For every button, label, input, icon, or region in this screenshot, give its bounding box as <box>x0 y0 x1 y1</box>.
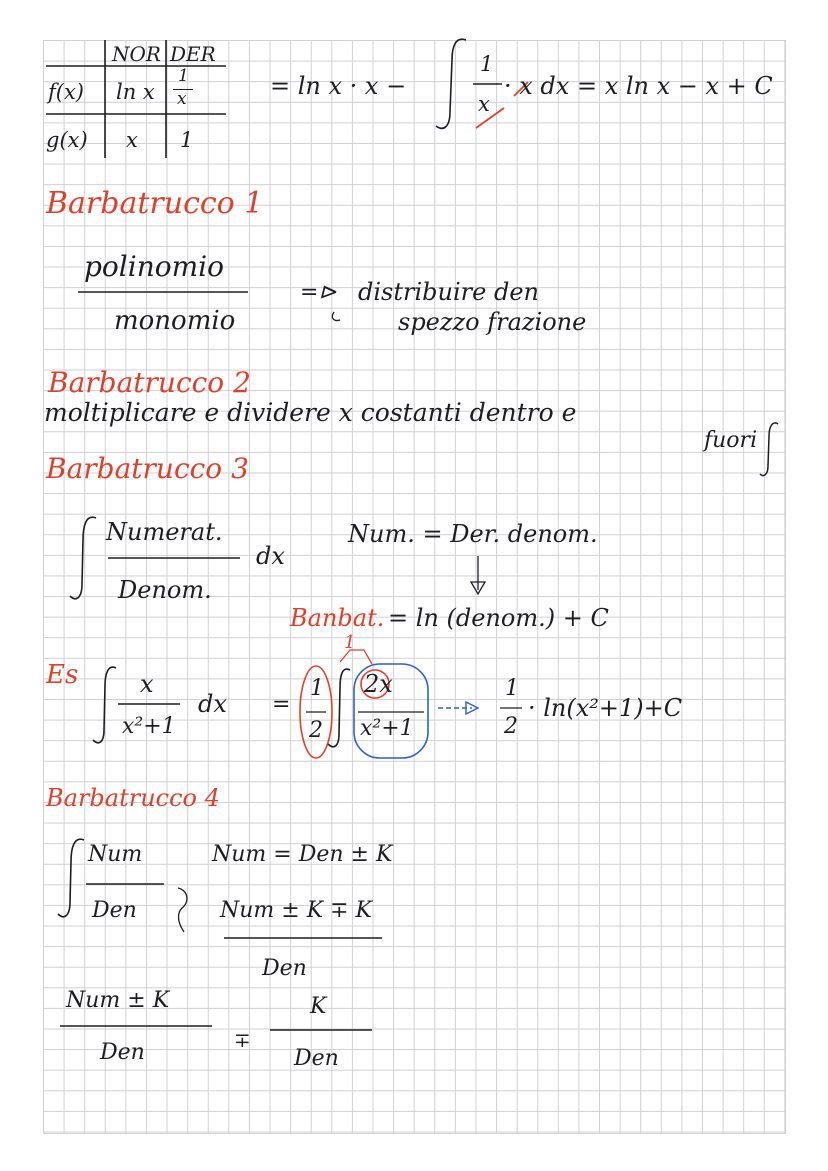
table-header-der: DER <box>170 42 216 66</box>
table-header-nor: NOR <box>112 42 161 66</box>
trick4-title: Barbatrucco 4 <box>46 784 220 812</box>
example-equals: = <box>272 692 291 717</box>
trick4-split1-num: Num ± K <box>66 988 170 1013</box>
table-f-label: f(x) <box>48 80 85 104</box>
trick3-banbat: Banbat. <box>290 604 385 632</box>
example-den: x²+1 <box>122 714 176 739</box>
trick2-text: moltiplicare e dividere x costanti dentro e <box>44 398 577 427</box>
trick4-rewrite-den: Den <box>262 956 307 981</box>
example-res-den: 2 <box>504 714 518 739</box>
example-result: · ln(x²+1)+C <box>528 694 683 722</box>
trick4-rewrite-num: Num ± K ∓ K <box>220 898 372 923</box>
trick3-title: Barbatrucco 3 <box>46 452 249 485</box>
trick4-op: ∓ <box>234 1028 251 1052</box>
table-f-der-num: 1 <box>178 66 189 86</box>
table-g-label: g(x) <box>46 128 88 152</box>
parts-formula-rhs: · x dx = x ln x − x + C <box>504 72 773 100</box>
example-factor-num: 1 <box>310 676 324 701</box>
trick1-denominator: monomio <box>114 306 236 336</box>
trick1-title: Barbatrucco 1 <box>46 186 264 221</box>
example-res-num: 1 <box>505 676 519 701</box>
trick4-split2-num: K <box>310 994 327 1019</box>
trick3-dx: dx <box>256 542 285 570</box>
parts-frac-den: x <box>478 92 490 116</box>
trick3-condition: Num. = Der. denom. <box>348 520 598 548</box>
example-inner-num: 2x <box>364 670 393 698</box>
trick4-num: Num <box>88 842 143 867</box>
trick3-denominator: Denom. <box>118 576 212 604</box>
trick2-title: Barbatrucco 2 <box>48 366 251 399</box>
parts-formula-lhs: = ln x · x − <box>270 72 407 100</box>
parts-frac-num: 1 <box>480 52 494 76</box>
table-f-nor: ln x <box>116 80 155 104</box>
trick3-result: = ln (denom.) + C <box>388 604 609 632</box>
example-label: Es <box>46 660 79 690</box>
integral-sign <box>436 39 466 128</box>
trick3-numerator: Numerat. <box>106 518 223 546</box>
table-f-der-den: x <box>177 89 187 109</box>
trick4-split1-den: Den <box>100 1040 145 1065</box>
integral-sign <box>760 423 778 476</box>
integral-sign <box>70 517 96 598</box>
example-inner-den: x²+1 <box>360 716 414 741</box>
integral-sign <box>93 667 116 743</box>
table-g-der: 1 <box>180 128 194 152</box>
trick1-numerator: polinomio <box>84 250 224 283</box>
integral-sign <box>58 839 84 916</box>
trick4-condition: Num = Den ± K <box>212 842 393 867</box>
trick1-arrow: =⊳ <box>300 280 337 305</box>
trick4-den: Den <box>92 898 137 923</box>
trick1-line1: distribuire den <box>358 278 539 306</box>
trick4-split2-den: Den <box>294 1046 339 1071</box>
trick2-text2: fuori <box>704 428 758 453</box>
table-g-nor: x <box>126 128 138 152</box>
example-num: x <box>140 670 154 698</box>
trick1-line2: spezzo frazione <box>398 308 587 336</box>
example-factor-den: 2 <box>309 718 323 743</box>
example-dx: dx <box>198 690 227 718</box>
example-annotation: 1 <box>344 632 356 653</box>
hook-arrow <box>332 312 340 321</box>
hook-arrow <box>178 888 187 932</box>
